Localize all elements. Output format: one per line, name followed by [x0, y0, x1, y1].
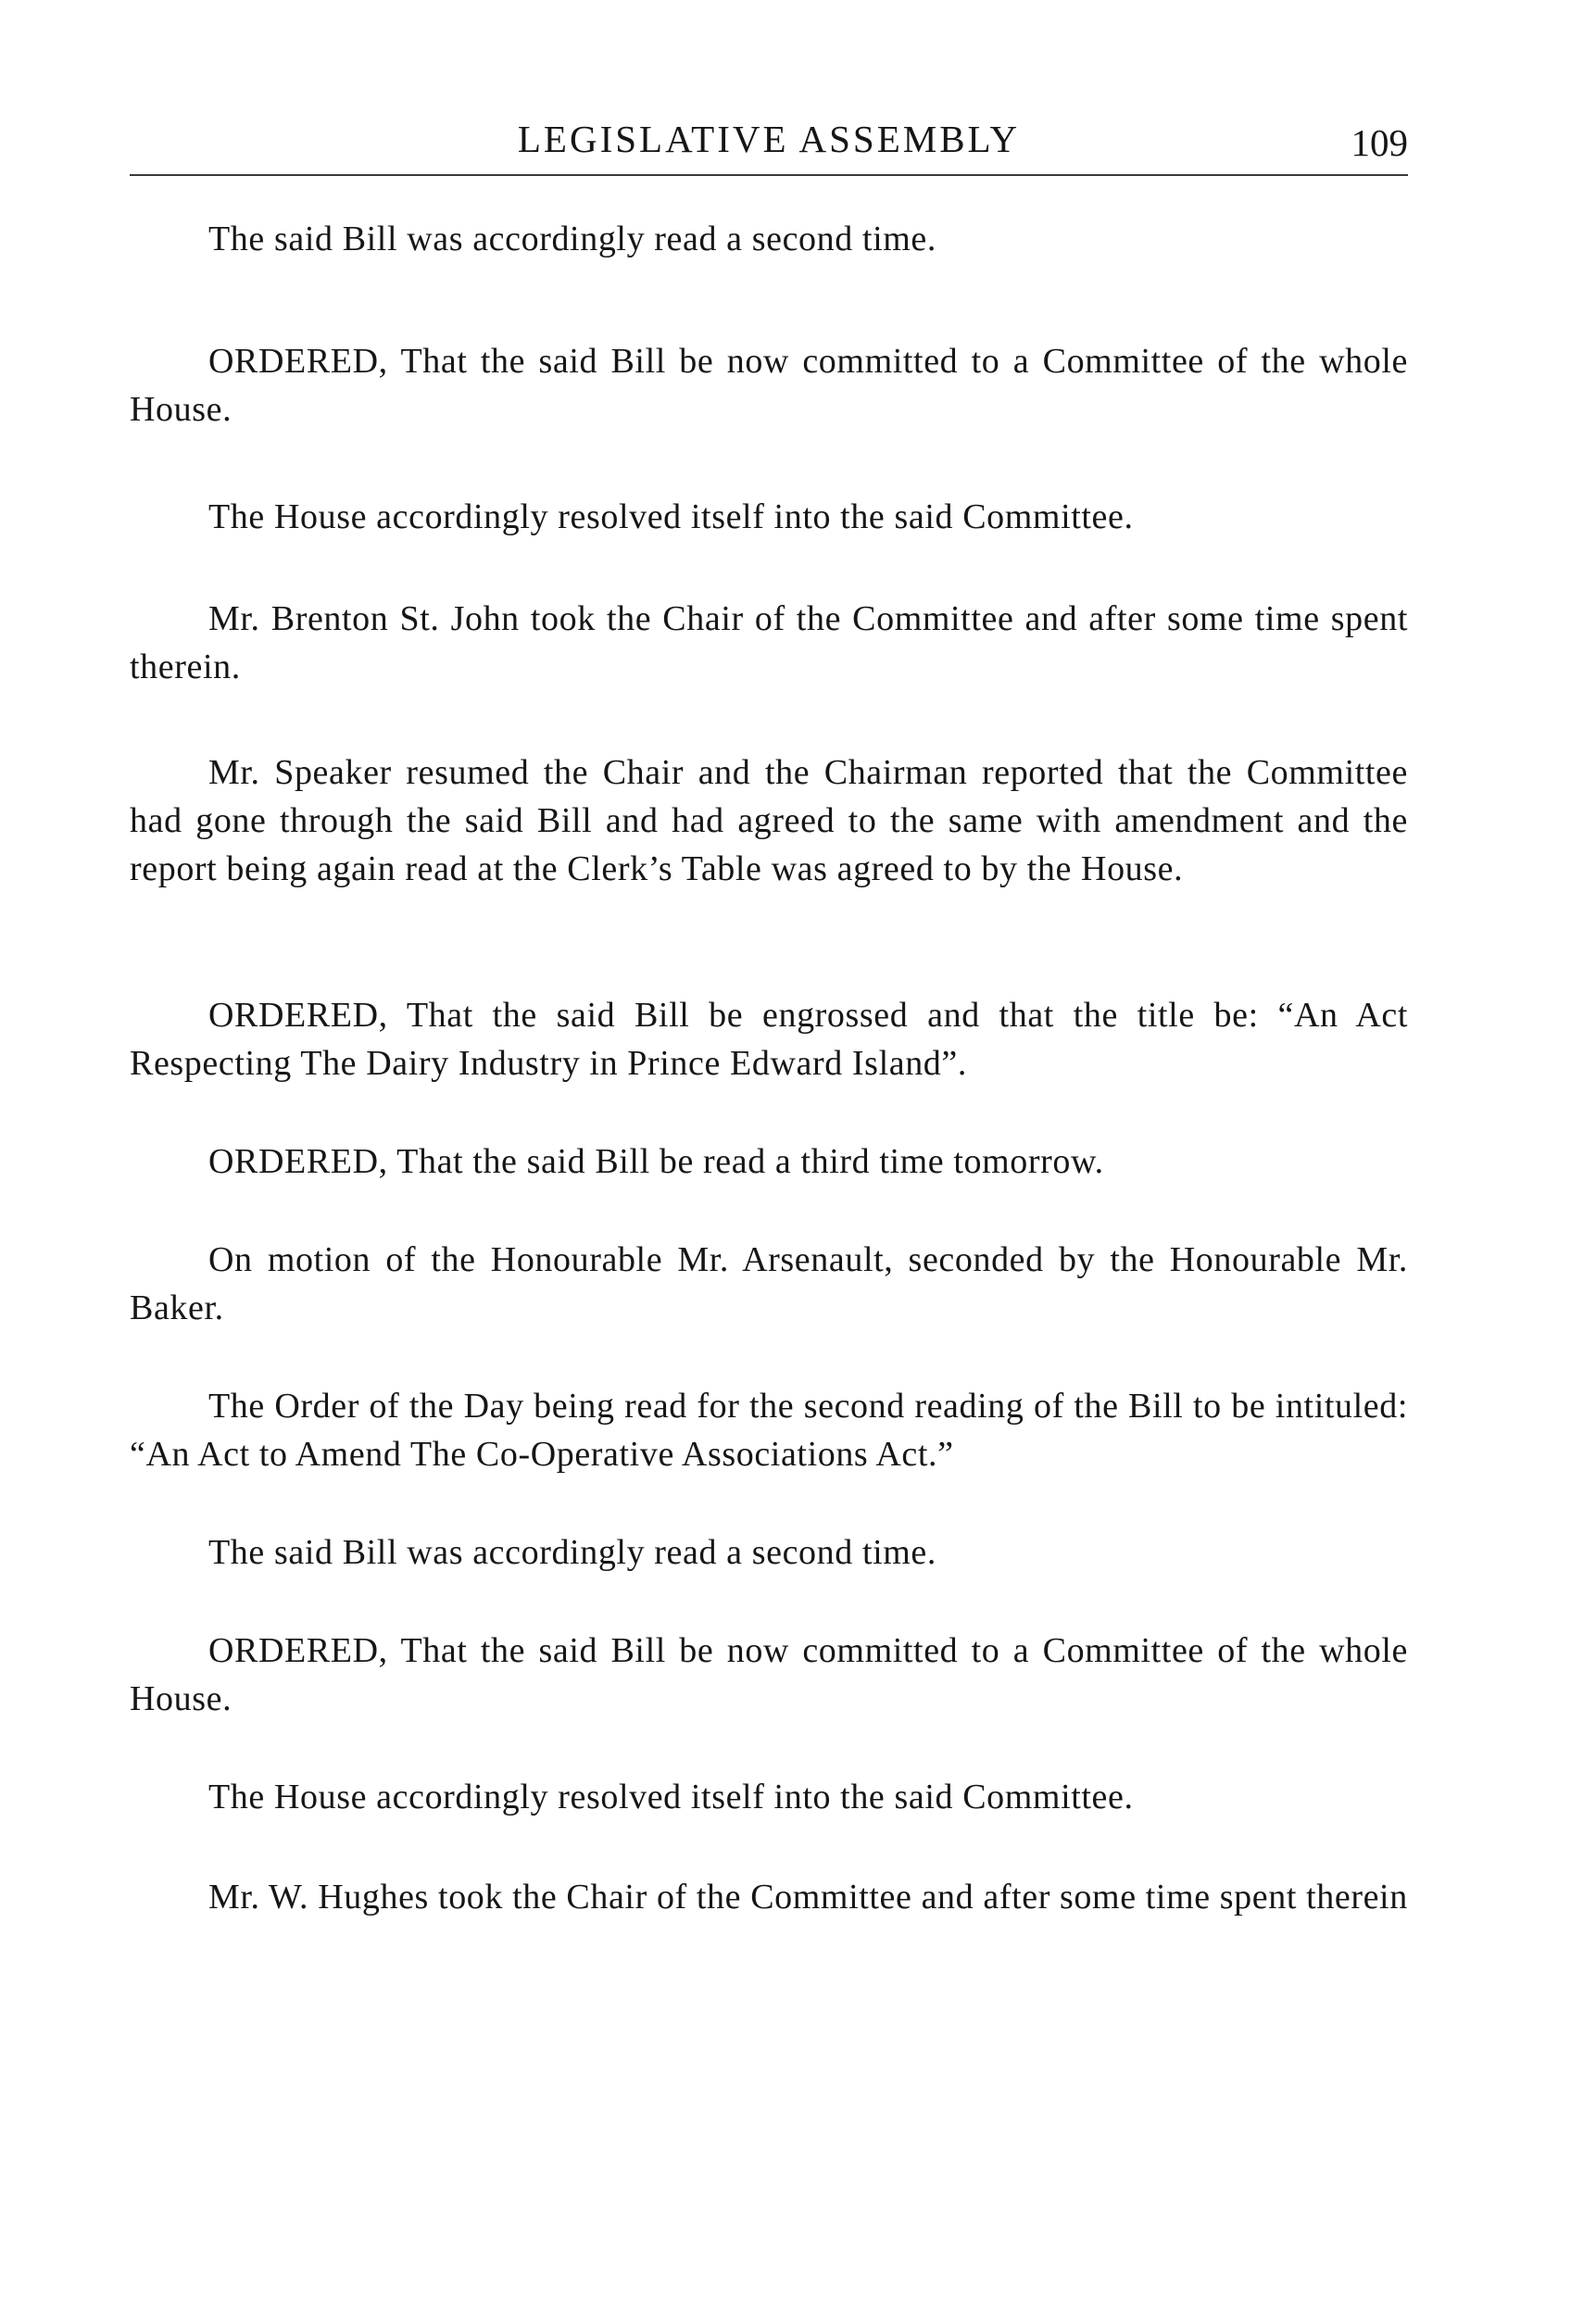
paragraph: ORDERED, That the said Bill be now committed to a Committee of the whole House.: [130, 342, 1408, 429]
paragraph: Mr. Speaker resumed the Chair and the Chairman reported that the Committee had gone through the said Bill and had agreed to the same with amendment and the report being again read at the Clerk’s Table was agreed to by the House.: [130, 753, 1408, 888]
paragraph: The House accordingly resolved itself into the said Committee.: [208, 497, 1134, 536]
header-rule: [130, 174, 1408, 176]
paragraph: The said Bill was accordingly read a second time.: [208, 1533, 936, 1572]
running-header: [130, 109, 1408, 174]
running-title: LEGISLATIVE ASSEMBLY: [517, 118, 1021, 160]
page-number: 109: [1351, 121, 1408, 164]
paragraph: The House accordingly resolved itself into the said Committee.: [208, 1778, 1134, 1816]
paragraph: Mr. W. Hughes took the Chair of the Committee and after some time spent therein: [208, 1878, 1408, 1917]
paragraph: The said Bill was accordingly read a second time.: [208, 220, 936, 258]
paragraph: The Order of the Day being read for the second reading of the Bill to be intituled: “An Act to Amend The Co-Operative Associations Act.”: [130, 1387, 1408, 1474]
paragraph: On motion of the Honourable Mr. Arsenault, seconded by the Honourable Mr. Baker.: [130, 1240, 1408, 1327]
paragraph: ORDERED, That the said Bill be now committed to a Committee of the whole House.: [130, 1631, 1408, 1718]
paragraph: ORDERED, That the said Bill be engrossed and that the title be: “An Act Respecting The Dairy Industry in Prince Edward Island”.: [130, 996, 1408, 1083]
paragraph: Mr. Brenton St. John took the Chair of the Committee and after some time spent therein.: [130, 599, 1408, 686]
paragraph: ORDERED, That the said Bill be read a third time tomorrow.: [208, 1142, 1104, 1181]
